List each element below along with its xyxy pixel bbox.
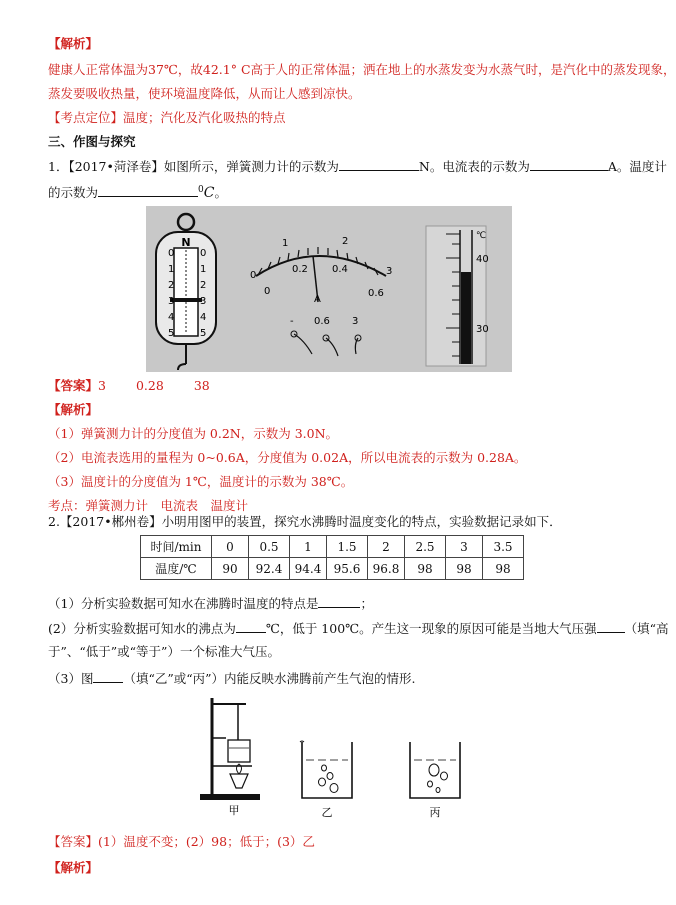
knowledge-point: 考点：弹簧测力计 电流表 温度计: [48, 498, 249, 513]
answer-value: 0.28: [135, 378, 164, 393]
spring-tick-left: 2: [168, 280, 175, 291]
section-title: 三、作图与探究: [48, 134, 136, 149]
ammeter-top-tick: 3: [386, 266, 393, 277]
beaker-yi: [300, 741, 352, 798]
question-text: （1）分析实验数据可知水在沸腾时温度的特点是: [48, 596, 319, 611]
question-2-part-1: [48, 595, 373, 612]
ammeter-terminal-label: 0.6: [314, 316, 330, 327]
ammeter-top-tick: 2: [342, 236, 349, 247]
ammeter-bottom-tick: 0: [264, 286, 271, 297]
analysis-heading: 【解析】: [48, 402, 99, 417]
answer-blank: [530, 158, 608, 171]
ammeter-unit: A: [314, 294, 321, 305]
question-text: (2）分析实验数据可知水的沸点为: [48, 621, 236, 636]
apparatus-jia: [200, 698, 260, 800]
table-row: [141, 558, 524, 580]
table-cell: 95.6: [327, 558, 368, 580]
answer-value: 3: [98, 378, 106, 393]
table-cell: 92.4: [249, 558, 290, 580]
spring-scale-n-label: N: [181, 236, 191, 249]
table-cell: 98: [483, 558, 524, 580]
analysis-line: （1）弹簧测力计的分度值为 0.2N，示数为 3.0N。: [48, 426, 339, 441]
instrument-figure: [146, 206, 512, 372]
table-cell: 3: [446, 536, 483, 558]
question-1-line-2: [48, 182, 227, 201]
spring-tick-left: 1: [168, 264, 175, 275]
spring-tick-right: 3: [200, 296, 207, 307]
figure-label: 丙: [429, 806, 441, 819]
thermometer-label: 30: [476, 324, 489, 335]
table-cell: 90: [212, 558, 249, 580]
answer-blank: [236, 620, 266, 633]
spring-tick-right: 1: [200, 264, 207, 275]
spring-tick-right: 4: [200, 312, 207, 323]
ammeter-bottom-tick: 0.2: [292, 264, 308, 275]
answer-blank: [339, 158, 419, 171]
spring-tick-right: 5: [200, 328, 207, 339]
analysis-line: （3）温度计的分度值为 1℃，温度计的示数为 38℃。: [48, 474, 354, 489]
figure-label: 乙: [321, 806, 333, 819]
analysis-line: （2）电流表选用的量程为 0~0.6A，分度值为 0.02A，所以电流表的示数为 0.28A。: [48, 450, 527, 465]
analysis-line: 蒸发要吸收热量，使环境温度降低，从而让人感到凉快。: [48, 86, 361, 101]
spring-tick-left: 4: [168, 312, 175, 323]
analysis-heading: 【解析】: [48, 860, 99, 875]
table-cell: 1: [290, 536, 327, 558]
spring-tick-left: 5: [168, 328, 175, 339]
question-2-intro: 2.【2017•郴州卷】小明用图甲的装置，探究水沸腾时温度变化的特点，实验数据记录如下．: [48, 514, 562, 529]
table-cell: 94.4: [290, 558, 327, 580]
unit-c: C: [203, 185, 215, 202]
question-text: （填“高: [624, 621, 669, 636]
thermometer: [426, 226, 489, 366]
question-text: A。温度计: [607, 159, 667, 174]
ammeter-bottom-tick: 0.4: [332, 264, 348, 275]
data-table: [140, 535, 524, 580]
analysis-line: 健康人正常体温为37℃，故42.1° C高于人的正常体温；洒在地上的水蒸发变为水蒸气时，是汽化中的蒸发现象，: [48, 62, 676, 77]
beaker-bing: [410, 742, 460, 798]
thermometer-label: 40: [476, 254, 489, 265]
answer-blank: [597, 620, 625, 633]
answer-blank: [98, 184, 198, 197]
table-cell: 96.8: [368, 558, 405, 580]
question-2-part-2: [48, 620, 669, 637]
ammeter-bottom-tick: 0.6: [368, 288, 384, 299]
answer-value: 38: [193, 378, 210, 393]
answer-blank: [93, 670, 123, 683]
question-1-line-1: [48, 158, 667, 175]
question-text: （填“乙”或“丙”）内能反映水沸腾前产生气泡的情形.: [123, 671, 416, 686]
boiling-figures: [190, 690, 480, 820]
answer-line: [48, 378, 210, 394]
table-cell: 3.5: [483, 536, 524, 558]
question-text: 的示数为: [48, 185, 99, 201]
table-header-cell: 时间/min: [141, 536, 212, 558]
table-cell: 0.5: [249, 536, 290, 558]
question-text: 1．【2017•菏泽卷】如图所示，弹簧测力计的示数为: [48, 159, 339, 174]
question-2-part-3: [48, 670, 416, 687]
answer-line: 【答案】(1）温度不变；(2）98；低于；(3）乙: [48, 834, 315, 849]
table-cell: 2: [368, 536, 405, 558]
ammeter-terminal-label: 3: [352, 316, 359, 327]
answer-heading: 【答案】: [48, 378, 99, 393]
table-row: [141, 536, 524, 558]
table-cell: 2.5: [405, 536, 446, 558]
table-cell: 98: [405, 558, 446, 580]
thermometer-unit: ℃: [476, 231, 487, 241]
degree-mark: 0: [198, 185, 204, 195]
spring-tick-right: 2: [200, 280, 207, 291]
ammeter-top-tick: 0: [250, 270, 257, 281]
ammeter-terminal-label: -: [290, 316, 294, 327]
question-text: 。: [214, 185, 227, 201]
spring-tick-right: 0: [200, 248, 207, 259]
knowledge-point: 【考点定位】温度；汽化及汽化吸热的特点: [48, 110, 286, 125]
question-text: N。电流表的示数为: [418, 159, 530, 174]
ammeter-top-tick: 1: [282, 238, 289, 249]
figure-label: 甲: [228, 804, 240, 817]
table-cell: 98: [446, 558, 483, 580]
question-text: （3）图: [48, 671, 94, 686]
question-text: ；: [360, 596, 373, 611]
spring-tick-left: 0: [168, 248, 175, 259]
question-2-part-2-cont: 于”、“低于”或“等于”）一个标准大气压。: [48, 644, 280, 659]
spring-tick-left: 3: [168, 296, 175, 307]
table-cell: 1.5: [327, 536, 368, 558]
question-text: ℃，低于 100℃。产生这一现象的原因可能是当地大气压强: [265, 621, 597, 636]
answer-blank: [318, 595, 360, 608]
table-header-cell: 温度/℃: [141, 558, 212, 580]
table-cell: 0: [212, 536, 249, 558]
analysis-heading: 【解析】: [48, 36, 99, 51]
